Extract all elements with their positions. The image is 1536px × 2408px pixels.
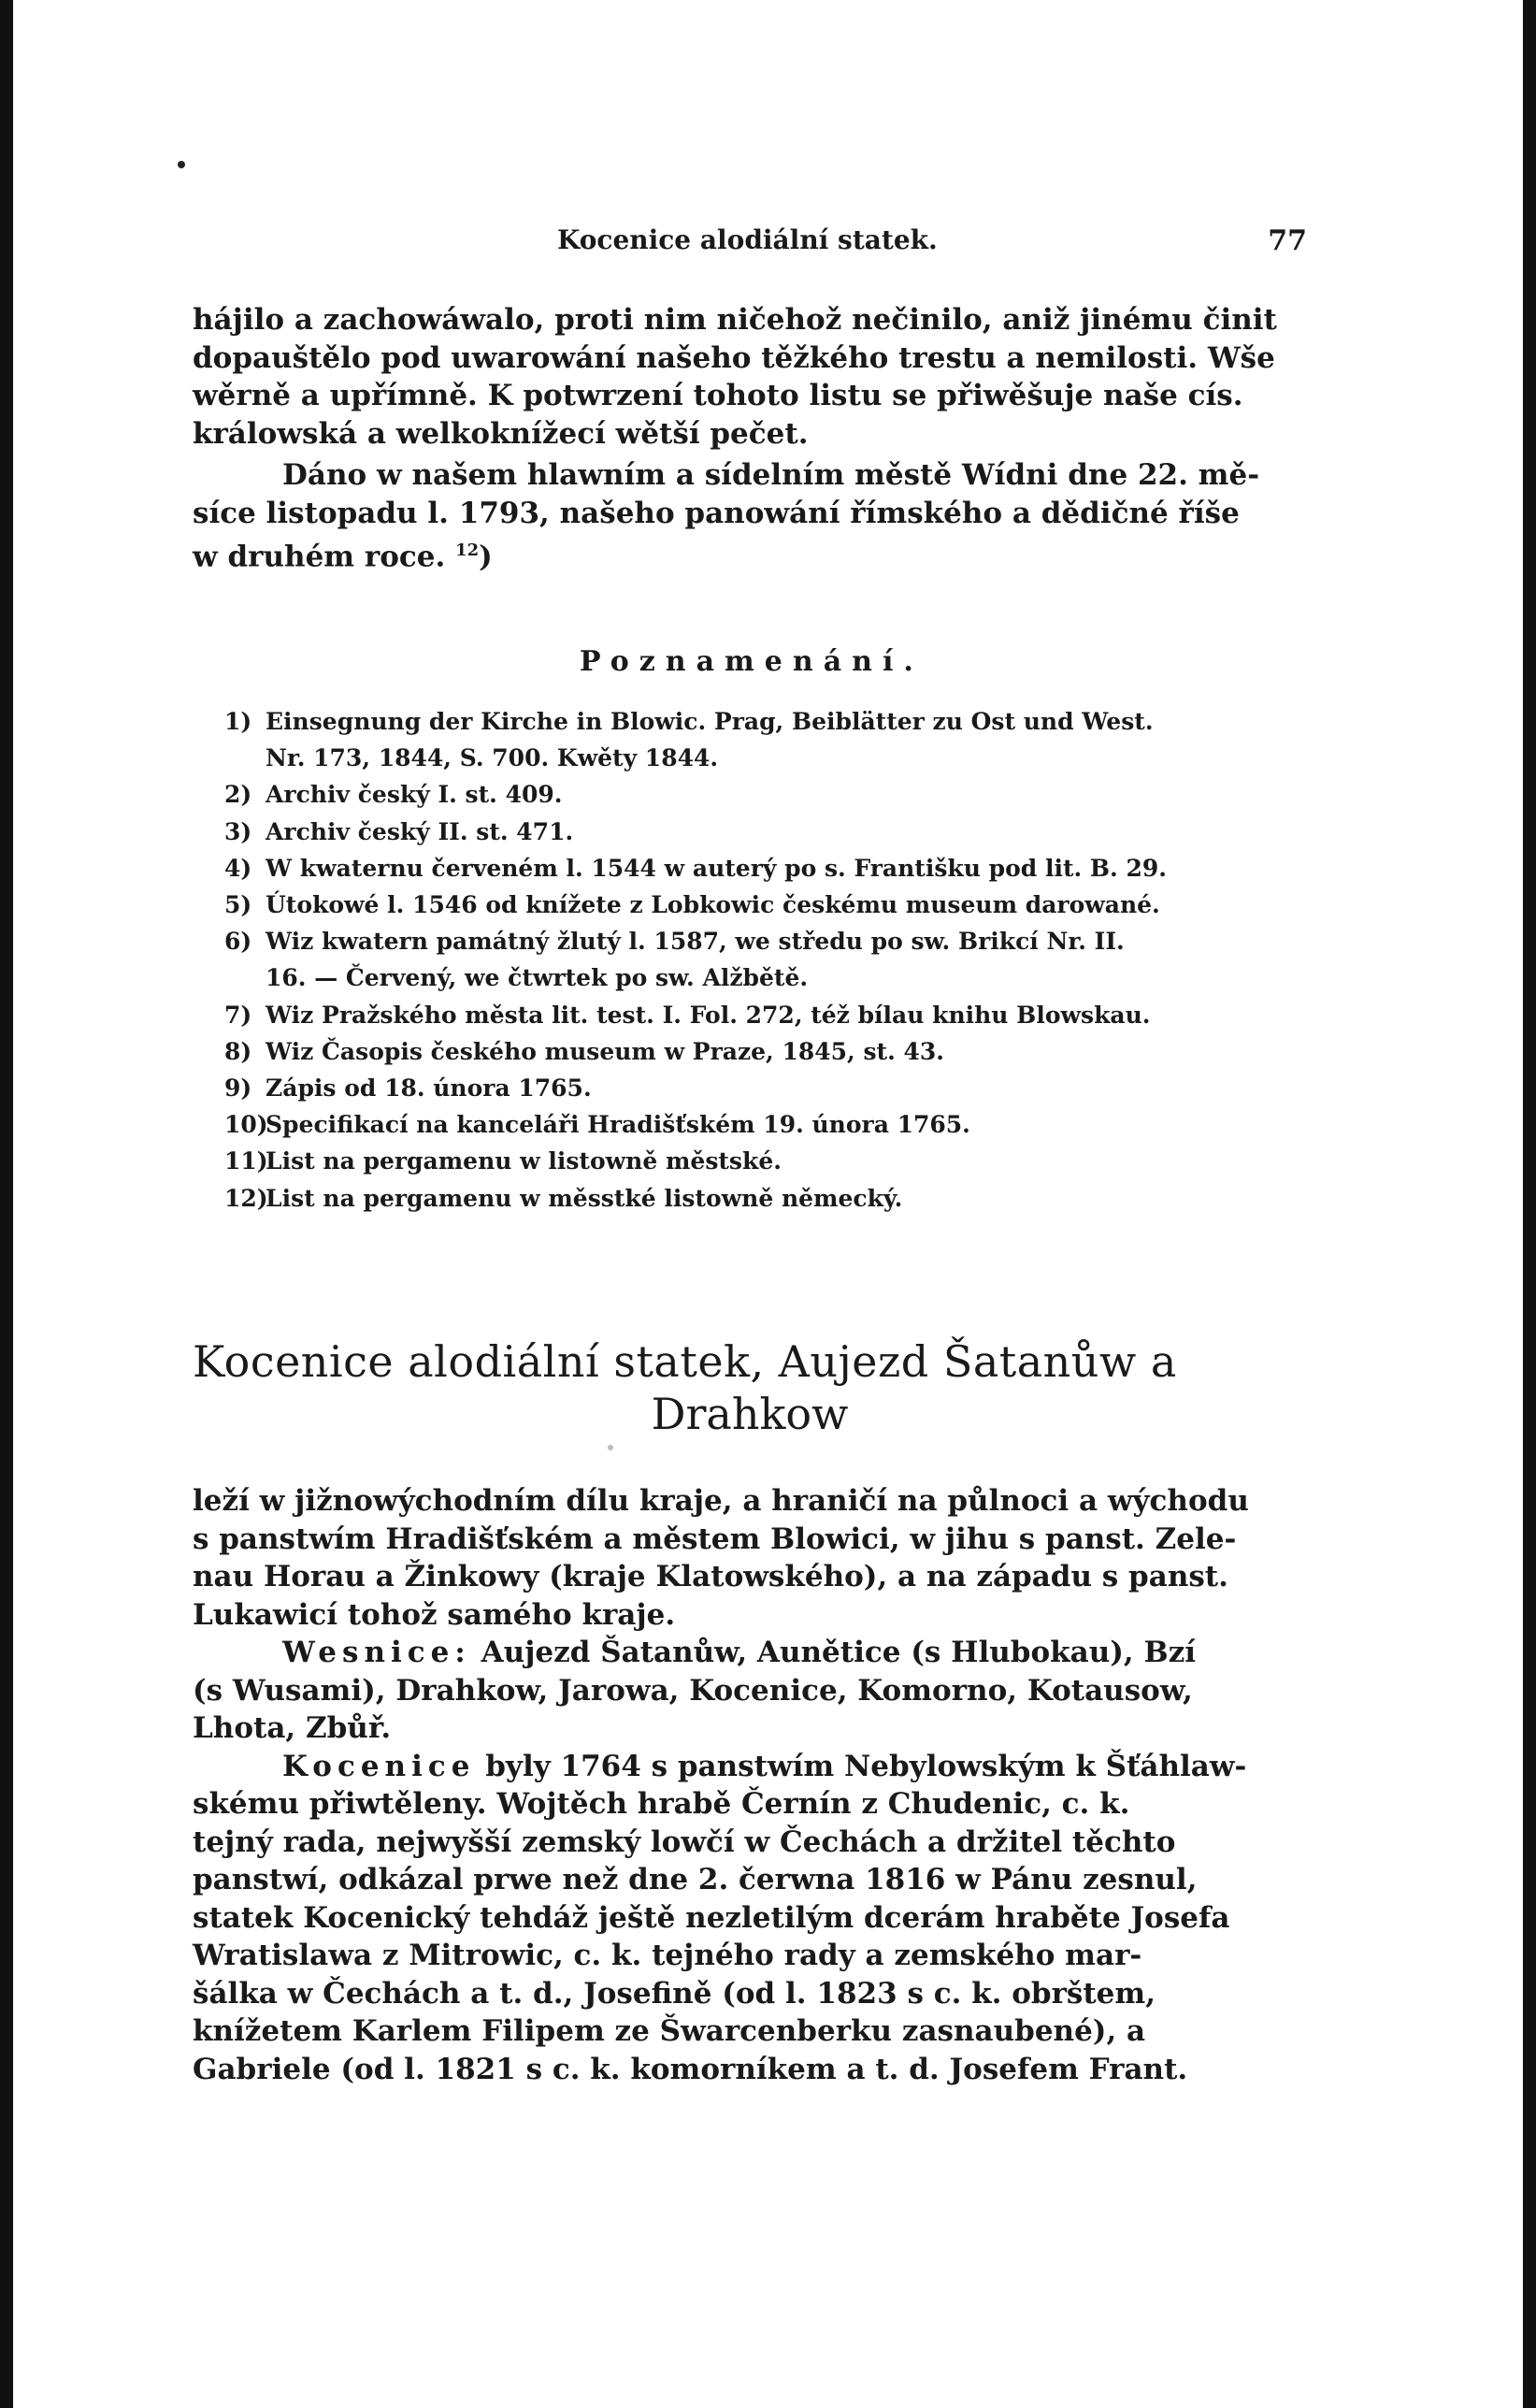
note-item: 3) Archiv český II. st. 471.: [224, 817, 574, 845]
section-title-line: Kocenice alodiální statek, Aujezd Šatanůw a: [193, 1336, 1177, 1387]
scan-edge-right: [1523, 0, 1536, 2408]
note-item: 1) Einsegnung der Kirche in Blowic. Prag, Beiblätter zu Ost und West. Nr. 173, 1844, S. 700. Kwěty 1844.: [224, 708, 1154, 772]
page-header: [193, 224, 1307, 262]
text-line: panstwí, odkázal prwe než dne 2. čerwna 1816 w Pánu zesnul,: [193, 1863, 1198, 1896]
note-item: 8) Wiz Časopis českého museum w Praze, 1845, st. 43.: [224, 1037, 944, 1065]
text-line: Lhota, Zbůř.: [193, 1711, 392, 1745]
note-item: 6) Wiz kwatern památný žlutý l. 1587, we středu po sw. Brikcí Nr. II. 16. — Červený, we čtwrtek po sw. Alžbětě.: [224, 928, 1125, 992]
text-line: leží w jižnowýchodním dílu kraje, a hraničí na půlnoci a wýchodu: [193, 1484, 1249, 1518]
villages-label: Wesnice:: [282, 1636, 471, 1669]
text-line: (s Wusami), Drahkow, Jarowa, Kocenice, Komorno, Kotausow,: [193, 1673, 1193, 1708]
note-item: 2) Archiv český I. st. 409.: [224, 781, 563, 809]
note-item: 10)Specifikací na kanceláři Hradišťském 19. února 1765.: [224, 1111, 970, 1139]
scan-speck: [178, 161, 185, 168]
text-line: Gabriele (od l. 1821 s c. k. komorníkem a t. d. Josefem Frant.: [193, 2052, 1188, 2086]
text-line: skému přiwtěleny. Wojtěch hrabě Černín z Chudenic, c. k.: [193, 1787, 1130, 1821]
text-line: w druhém roce. $^{12}$): [193, 540, 493, 574]
text-line: tejný rada, nejwyšší zemský lowčí w Čechách a držitel těchto: [193, 1824, 1176, 1859]
note-item: 7) Wiz Pražského města lit. test. I. Fol. 272, též bílau knihu Blowskau.: [224, 1001, 1151, 1029]
scan-edge-left: [0, 0, 13, 2408]
body-paragraph: [193, 1748, 1307, 2089]
text-line: statek Kocenický tehdáž ještě nezletilým dcerám hraběte Josefa: [193, 1900, 1230, 1935]
running-title: Kocenice alodiální statek.: [557, 224, 938, 255]
section-title-line: Drahkow: [651, 1389, 849, 1439]
dating-paragraph: [193, 456, 1307, 576]
intro-paragraph: [193, 301, 1307, 576]
text-line: síce listopadu l. 1793, našeho panowání římského a dědičné říše: [193, 496, 1240, 530]
section-body: [193, 1482, 1307, 2088]
text-line: nau Horau a Žinkowy (kraje Klatowského), a na západu s panst.: [193, 1560, 1228, 1593]
text-line: šálka w Čechách a t. d., Josefině (od l. 1823 s c. k. obrštem,: [193, 1976, 1156, 2011]
text-line: Wesnice: Aujezd Šatanůw, Aunětice (s Hlubokau), Bzí: [282, 1636, 1197, 1669]
text-line: dopauštělo pod uwarowání našeho těžkého trestu a nemilosti. Wše: [193, 340, 1275, 375]
text-line: Kocenice byly 1764 s panstwím Nebylowským k Šťáhlaw-: [282, 1749, 1247, 1783]
text-line: Dáno w našem hlawním a sídelním městě Wídni dne 22. mě-: [282, 458, 1260, 492]
text-line: králowská a welkoknížecí wětší pečet.: [193, 416, 809, 451]
page-number: 77: [1268, 224, 1307, 257]
note-item: 12)List na pergamenu w měsstké listowně německý.: [224, 1184, 903, 1212]
section-title: [193, 1335, 1307, 1440]
text-line: Lukawicí tohož samého kraje.: [193, 1597, 676, 1632]
note-item: 5) Útokowé l. 1546 od knížete z Lobkowic českému museum darowané.: [224, 891, 1160, 919]
note-item: 11)List na pergamenu w listowně městské.: [224, 1147, 782, 1175]
text-line: wěrně a upřímně. K potwrzení tohoto listu se přiwěšuje naše cís.: [193, 379, 1243, 412]
text-line: knížetem Karlem Filipem ze Šwarcenberku zasnaubené), a: [193, 2014, 1146, 2048]
scan-speck: [608, 1445, 613, 1450]
text-line: s panstwím Hradišťském a městem Blowici, w jihu s panst. Zele-: [193, 1521, 1237, 1556]
footnote-ref: 12: [455, 541, 480, 560]
body-paragraph: [193, 1482, 1307, 1634]
kocenice-label: Kocenice: [282, 1749, 476, 1783]
note-item: 4) W kwaternu červeném l. 1544 w auterý po s. Františku pod lit. B. 29.: [224, 854, 1167, 882]
text-line: Wratislawa z Mitrowic, c. k. tejného rady a zemského mar-: [193, 1939, 1142, 1972]
notes-list: [224, 703, 1309, 1217]
notes-heading: Poznamenání.: [580, 645, 924, 678]
body-paragraph: [193, 1634, 1307, 1748]
text-line: hájilo a zachowáwalo, proti nim ničehož nečinilo, aniž jinému činit: [193, 303, 1277, 337]
note-item: 9) Zápis od 18. února 1765.: [224, 1074, 592, 1103]
